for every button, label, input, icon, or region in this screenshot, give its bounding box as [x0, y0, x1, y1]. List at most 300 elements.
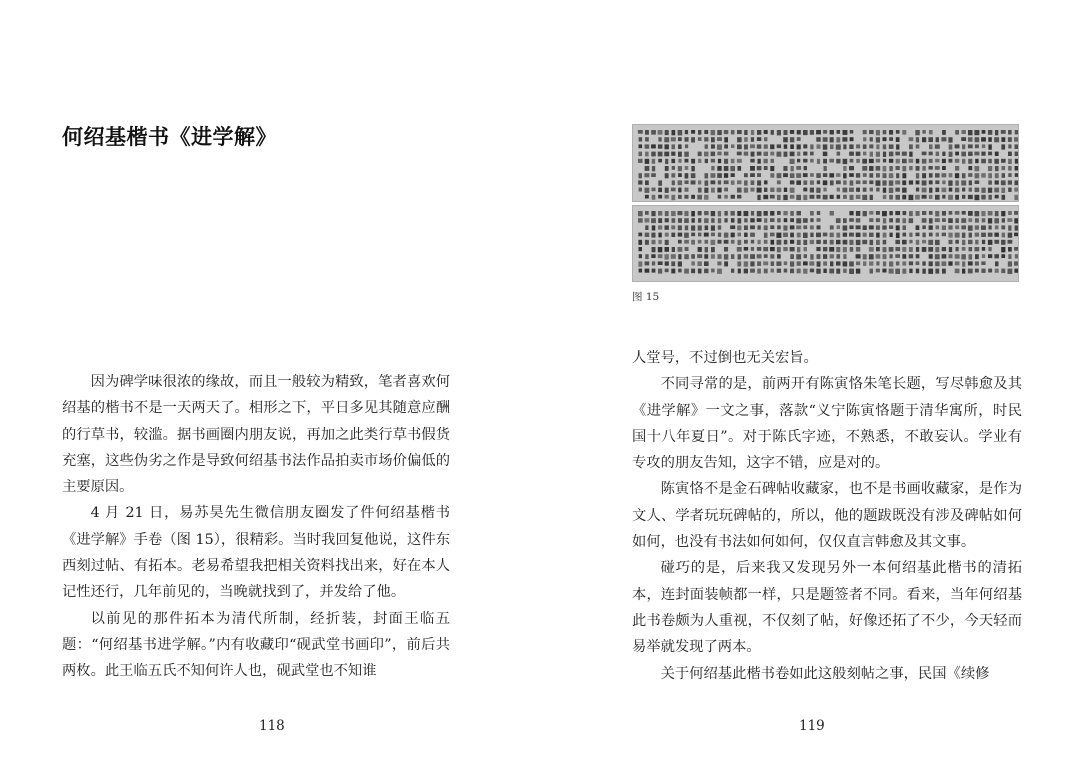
calligraphy-glyph: [691, 233, 695, 237]
calligraphy-glyph: [876, 173, 880, 177]
calligraphy-glyph: [730, 166, 735, 171]
calligraphy-glyph: [671, 261, 675, 266]
calligraphy-glyph: [797, 269, 801, 274]
calligraphy-glyph: [909, 261, 913, 265]
calligraphy-glyph: [784, 261, 788, 265]
calligraphy-glyph: [672, 247, 675, 252]
calligraphy-glyph: [803, 225, 807, 229]
calligraphy-glyph: [803, 218, 808, 223]
calligraphy-glyph: [889, 130, 893, 135]
calligraphy-glyph: [903, 225, 907, 230]
calligraphy-glyph: [968, 261, 973, 265]
calligraphy-glyph: [955, 152, 959, 156]
calligraphy-glyph: [796, 195, 801, 200]
calligraphy-glyph: [639, 254, 642, 258]
calligraphy-glyph: [737, 144, 742, 149]
calligraphy-glyph: [718, 195, 722, 199]
calligraphy-glyph: [698, 240, 702, 244]
calligraphy-glyph: [889, 211, 892, 215]
calligraphy-glyph: [737, 247, 742, 252]
calligraphy-glyph: [658, 240, 661, 244]
calligraphy-glyph: [890, 254, 893, 258]
calligraphy-glyph: [797, 130, 801, 135]
calligraphy-glyph: [981, 261, 985, 265]
calligraphy-glyph: [916, 180, 920, 184]
calligraphy-glyph: [863, 261, 866, 266]
calligraphy-glyph: [737, 180, 742, 184]
calligraphy-glyph: [928, 137, 933, 142]
calligraphy-glyph: [685, 247, 689, 251]
calligraphy-glyph: [1015, 180, 1019, 185]
calligraphy-glyph: [856, 180, 861, 184]
calligraphy-glyph: [909, 218, 914, 223]
calligraphy-glyph: [942, 173, 947, 177]
calligraphy-glyph: [936, 152, 940, 156]
calligraphy-glyph: [750, 261, 754, 266]
calligraphy-glyph: [850, 159, 854, 163]
calligraphy-glyph: [1014, 218, 1018, 223]
calligraphy-glyph: [849, 233, 854, 237]
calligraphy-glyph: [658, 180, 662, 185]
calligraphy-glyph: [955, 188, 959, 193]
calligraphy-glyph: [705, 240, 709, 244]
calligraphy-glyph: [916, 211, 920, 216]
calligraphy-glyph: [645, 137, 649, 141]
calligraphy-glyph: [817, 218, 821, 222]
calligraphy-glyph: [691, 166, 694, 171]
calligraphy-glyph: [837, 225, 840, 229]
calligraphy-glyph: [975, 144, 979, 148]
calligraphy-glyph: [711, 137, 715, 142]
calligraphy-glyph: [916, 159, 920, 164]
calligraphy-glyph: [757, 173, 761, 177]
right-page: [540, 0, 1080, 769]
calligraphy-glyph: [896, 144, 899, 149]
calligraphy-glyph: [750, 166, 755, 171]
calligraphy-glyph: [672, 144, 676, 149]
calligraphy-glyph: [790, 261, 794, 266]
calligraphy-glyph: [837, 254, 841, 259]
calligraphy-glyph: [989, 225, 992, 229]
calligraphy-glyph: [698, 188, 702, 193]
calligraphy-glyph: [784, 152, 788, 157]
calligraphy-glyph: [796, 218, 801, 223]
calligraphy-glyph: [981, 152, 985, 156]
calligraphy-glyph: [843, 173, 847, 178]
calligraphy-glyph: [645, 233, 650, 237]
calligraphy-glyph: [731, 211, 735, 216]
calligraphy-glyph: [678, 159, 681, 163]
calligraphy-glyph: [784, 144, 788, 148]
calligraphy-glyph: [890, 233, 893, 237]
calligraphy-glyph: [849, 261, 854, 266]
calligraphy-glyph: [849, 144, 853, 149]
calligraphy-glyph: [955, 166, 959, 171]
calligraphy-glyph: [684, 152, 689, 157]
calligraphy-glyph: [982, 254, 985, 258]
calligraphy-glyph: [638, 218, 643, 223]
calligraphy-glyph: [724, 137, 728, 142]
calligraphy-glyph: [961, 137, 966, 141]
calligraphy-glyph: [744, 240, 748, 244]
calligraphy-glyph: [797, 240, 801, 245]
calligraphy-glyph: [922, 166, 925, 171]
calligraphy-glyph: [671, 211, 676, 216]
calligraphy-glyph: [870, 195, 873, 200]
calligraphy-glyph: [896, 225, 900, 230]
calligraphy-glyph: [639, 247, 643, 251]
calligraphy-glyph: [750, 233, 755, 237]
calligraphy-glyph: [816, 173, 821, 178]
calligraphy-glyph: [929, 173, 933, 177]
calligraphy-glyph: [704, 269, 708, 274]
calligraphy-glyph: [717, 173, 722, 178]
calligraphy-glyph: [955, 218, 959, 223]
calligraphy-glyph: [784, 130, 788, 135]
calligraphy-glyph: [988, 211, 993, 216]
calligraphy-glyph: [810, 233, 813, 238]
calligraphy-glyph: [962, 240, 965, 245]
calligraphy-scroll-top-svg: [633, 125, 1018, 201]
calligraphy-glyph: [711, 173, 716, 178]
calligraphy-glyph: [698, 269, 702, 274]
calligraphy-glyph: [804, 247, 808, 251]
calligraphy-glyph: [757, 261, 761, 266]
calligraphy-glyph: [665, 195, 669, 199]
calligraphy-glyph: [922, 137, 926, 142]
calligraphy-glyph: [1001, 180, 1006, 185]
calligraphy-glyph: [638, 130, 643, 134]
calligraphy-glyph: [988, 254, 992, 258]
calligraphy-glyph: [949, 144, 953, 149]
calligraphy-glyph: [685, 144, 688, 148]
calligraphy-glyph: [790, 254, 794, 259]
calligraphy-glyph: [1008, 159, 1012, 164]
calligraphy-glyph: [717, 166, 721, 171]
calligraphy-glyph: [916, 261, 920, 265]
calligraphy-glyph: [956, 247, 959, 251]
calligraphy-glyph: [850, 247, 854, 252]
calligraphy-glyph: [975, 159, 978, 163]
calligraphy-glyph: [810, 130, 814, 135]
calligraphy-glyph: [1015, 159, 1018, 164]
calligraphy-glyph: [942, 254, 947, 258]
calligraphy-glyph: [988, 180, 992, 184]
calligraphy-glyph: [889, 152, 894, 157]
calligraphy-glyph: [697, 195, 702, 200]
calligraphy-glyph: [698, 137, 702, 141]
calligraphy-glyph: [757, 195, 760, 200]
calligraphy-glyph: [1008, 130, 1012, 135]
calligraphy-glyph: [731, 144, 734, 148]
calligraphy-glyph: [651, 173, 656, 177]
calligraphy-glyph: [777, 144, 781, 148]
calligraphy-glyph: [902, 173, 906, 178]
calligraphy-glyph: [684, 233, 689, 238]
calligraphy-glyph: [949, 159, 953, 163]
calligraphy-glyph: [876, 152, 880, 157]
calligraphy-glyph: [750, 225, 755, 229]
calligraphy-glyph: [671, 269, 675, 274]
calligraphy-glyph: [705, 159, 708, 163]
calligraphy-glyph: [876, 137, 880, 142]
calligraphy-glyph: [995, 180, 999, 184]
calligraphy-glyph: [638, 261, 642, 266]
calligraphy-glyph: [770, 173, 774, 178]
calligraphy-glyph: [731, 218, 735, 222]
calligraphy-glyph: [862, 240, 867, 244]
calligraphy-glyph: [876, 225, 880, 229]
calligraphy-glyph: [817, 254, 821, 259]
calligraphy-glyph: [737, 130, 742, 134]
calligraphy-glyph: [704, 254, 708, 259]
calligraphy-glyph: [757, 144, 762, 148]
calligraphy-glyph: [869, 159, 874, 163]
calligraphy-glyph: [764, 240, 768, 244]
calligraphy-glyph: [817, 144, 821, 148]
calligraphy-glyph: [731, 240, 735, 244]
calligraphy-glyph: [750, 159, 754, 163]
calligraphy-glyph: [638, 159, 643, 163]
calligraphy-glyph: [724, 130, 729, 134]
calligraphy-glyph: [1014, 195, 1018, 200]
calligraphy-glyph: [645, 180, 649, 185]
calligraphy-glyph: [816, 188, 820, 193]
calligraphy-glyph: [790, 180, 795, 184]
calligraphy-glyph: [883, 173, 887, 178]
calligraphy-glyph: [665, 261, 669, 265]
calligraphy-glyph: [962, 247, 966, 251]
calligraphy-glyph: [889, 144, 894, 149]
calligraphy-glyph: [737, 261, 741, 266]
calligraphy-glyph: [790, 173, 795, 178]
calligraphy-glyph: [717, 137, 722, 141]
calligraphy-glyph: [1002, 195, 1006, 200]
calligraphy-glyph: [678, 211, 683, 215]
calligraphy-glyph: [724, 188, 728, 192]
calligraphy-glyph: [955, 130, 959, 135]
calligraphy-glyph: [698, 233, 701, 237]
calligraphy-glyph: [803, 233, 808, 238]
calligraphy-glyph: [889, 180, 894, 185]
calligraphy-glyph: [638, 180, 642, 184]
calligraphy-glyph: [691, 137, 695, 142]
calligraphy-glyph: [724, 261, 728, 266]
calligraphy-glyph: [883, 195, 887, 199]
calligraphy-glyph: [751, 137, 754, 142]
calligraphy-glyph: [796, 173, 801, 178]
calligraphy-glyph: [1001, 254, 1005, 258]
calligraphy-glyph: [665, 173, 669, 178]
page-number: 119: [799, 718, 825, 734]
calligraphy-glyph: [777, 211, 781, 215]
calligraphy-glyph: [644, 173, 649, 177]
calligraphy-glyph: [678, 152, 682, 157]
calligraphy-glyph: [922, 247, 927, 252]
calligraphy-glyph: [955, 254, 960, 259]
calligraphy-glyph: [724, 240, 729, 244]
paragraph: 因为碑学味很浓的缘故，而且一般较为精致，笔者喜欢何绍基的楷书不是一天两天了。相形之下，平日多见其随意应酬的行草书，较滥。据书画圈内朋友说，再加之此类行草书假货充塞，这些伪劣之作是导致何绍基书法作品拍卖市场价偏低的主要原因。: [62, 374, 450, 496]
calligraphy-glyph: [757, 247, 761, 251]
calligraphy-glyph: [678, 137, 682, 141]
calligraphy-glyph: [724, 159, 728, 164]
calligraphy-glyph: [1015, 130, 1018, 134]
calligraphy-glyph: [751, 211, 754, 216]
calligraphy-glyph: [949, 188, 953, 192]
calligraphy-glyph: [955, 159, 960, 163]
calligraphy-glyph: [764, 233, 768, 238]
calligraphy-glyph: [849, 173, 854, 177]
calligraphy-glyph: [1002, 218, 1005, 222]
calligraphy-glyph: [776, 261, 781, 266]
calligraphy-glyph: [995, 152, 999, 156]
calligraphy-glyph: [652, 225, 656, 230]
calligraphy-glyph: [672, 218, 676, 223]
calligraphy-glyph: [843, 159, 848, 164]
calligraphy-glyph: [796, 254, 801, 259]
calligraphy-glyph: [763, 261, 768, 265]
calligraphy-glyph: [909, 159, 914, 163]
calligraphy-glyph: [975, 254, 979, 259]
calligraphy-glyph: [658, 211, 662, 216]
calligraphy-glyph: [869, 173, 873, 178]
calligraphy-glyph: [895, 240, 900, 244]
calligraphy-glyph: [909, 269, 912, 274]
calligraphy-glyph: [777, 173, 782, 178]
calligraphy-glyph: [863, 152, 866, 156]
calligraphy-glyph: [876, 247, 880, 251]
calligraphy-glyph: [823, 188, 826, 192]
calligraphy-glyph: [771, 240, 775, 245]
calligraphy-glyph: [869, 254, 874, 259]
calligraphy-glyph: [1008, 152, 1012, 156]
calligraphy-glyph: [975, 173, 980, 178]
calligraphy-glyph: [645, 195, 649, 199]
calligraphy-glyph: [883, 240, 887, 245]
calligraphy-glyph: [909, 152, 912, 157]
calligraphy-glyph: [949, 211, 953, 215]
calligraphy-glyph: [968, 159, 972, 164]
calligraphy-glyph: [876, 211, 880, 215]
calligraphy-glyph: [896, 166, 900, 170]
calligraphy-glyph: [738, 233, 742, 237]
calligraphy-glyph: [698, 152, 702, 157]
calligraphy-glyph: [962, 269, 965, 274]
calligraphy-glyph: [770, 254, 774, 258]
calligraphy-glyph: [698, 261, 702, 266]
calligraphy-glyph: [896, 173, 899, 178]
calligraphy-glyph: [902, 159, 907, 164]
calligraphy-glyph: [922, 240, 926, 244]
calligraphy-glyph: [744, 180, 748, 185]
calligraphy-glyph: [750, 218, 754, 222]
calligraphy-glyph: [711, 180, 716, 184]
calligraphy-glyph: [995, 195, 999, 199]
calligraphy-glyph: [645, 188, 650, 193]
calligraphy-glyph: [823, 137, 828, 142]
calligraphy-glyph: [764, 254, 768, 258]
calligraphy-glyph: [936, 233, 939, 237]
calligraphy-glyph: [823, 240, 827, 244]
calligraphy-glyph: [856, 233, 861, 238]
calligraphy-glyph: [737, 152, 742, 156]
calligraphy-glyph: [711, 159, 715, 163]
calligraphy-glyph: [902, 195, 906, 200]
calligraphy-glyph: [764, 211, 768, 216]
calligraphy-glyph: [968, 218, 972, 222]
calligraphy-glyph: [1014, 137, 1018, 142]
calligraphy-glyph: [737, 159, 742, 163]
calligraphy-glyph: [771, 261, 775, 266]
calligraphy-glyph: [790, 159, 795, 164]
calligraphy-glyph: [790, 188, 795, 193]
calligraphy-glyph: [895, 211, 900, 215]
calligraphy-glyph: [916, 254, 920, 258]
calligraphy-glyph: [935, 195, 940, 200]
calligraphy-glyph: [823, 130, 827, 134]
calligraphy-glyph: [988, 269, 992, 273]
calligraphy-glyph: [698, 247, 702, 252]
calligraphy-glyph: [929, 233, 933, 237]
calligraphy-glyph: [843, 269, 847, 273]
calligraphy-glyph: [1001, 211, 1005, 216]
calligraphy-glyph: [948, 137, 952, 142]
calligraphy-glyph: [988, 240, 993, 245]
calligraphy-glyph: [869, 166, 873, 171]
page-number: 118: [259, 718, 285, 734]
paragraph: 碰巧的是，后来我又发现另外一本何绍基此楷书的清拓本，连封面装帧都一样，只是题签者不同。看来，当年何绍基此书卷颇为人重视，不仅刻了帖，好像还拓了不少，今天轻而易举就发现了两本。: [632, 560, 1022, 656]
calligraphy-glyph: [902, 218, 906, 223]
calligraphy-glyph: [803, 240, 807, 245]
calligraphy-glyph: [836, 269, 840, 274]
calligraphy-glyph: [770, 144, 774, 149]
calligraphy-glyph: [1014, 211, 1018, 215]
calligraphy-glyph: [942, 188, 947, 193]
calligraphy-glyph: [664, 152, 669, 157]
calligraphy-glyph: [724, 211, 727, 216]
calligraphy-glyph: [724, 247, 728, 252]
calligraphy-glyph: [744, 188, 748, 193]
calligraphy-glyph: [889, 247, 894, 252]
calligraphy-glyph: [738, 240, 742, 245]
calligraphy-glyph: [1014, 269, 1018, 273]
calligraphy-glyph: [942, 261, 947, 266]
calligraphy-glyph: [843, 233, 847, 237]
calligraphy-glyph: [764, 159, 768, 164]
calligraphy-glyph: [797, 211, 802, 215]
calligraphy-glyph: [651, 152, 655, 157]
calligraphy-glyph: [856, 152, 861, 156]
calligraphy-glyph: [691, 225, 695, 230]
calligraphy-glyph: [744, 261, 748, 266]
calligraphy-glyph: [790, 152, 795, 157]
calligraphy-glyph: [718, 159, 721, 163]
calligraphy-glyph: [757, 180, 761, 185]
calligraphy-glyph: [823, 144, 828, 149]
calligraphy-glyph: [810, 254, 813, 259]
calligraphy-glyph: [836, 261, 841, 265]
calligraphy-glyph: [750, 144, 755, 148]
calligraphy-glyph: [981, 233, 986, 237]
calligraphy-glyph: [1008, 137, 1012, 142]
calligraphy-glyph: [658, 159, 662, 163]
calligraphy-glyph: [790, 225, 795, 229]
calligraphy-glyph: [790, 240, 794, 244]
calligraphy-glyph: [929, 188, 932, 193]
calligraphy-glyph: [658, 152, 663, 157]
calligraphy-glyph: [1014, 261, 1018, 265]
calligraphy-glyph: [724, 254, 728, 259]
